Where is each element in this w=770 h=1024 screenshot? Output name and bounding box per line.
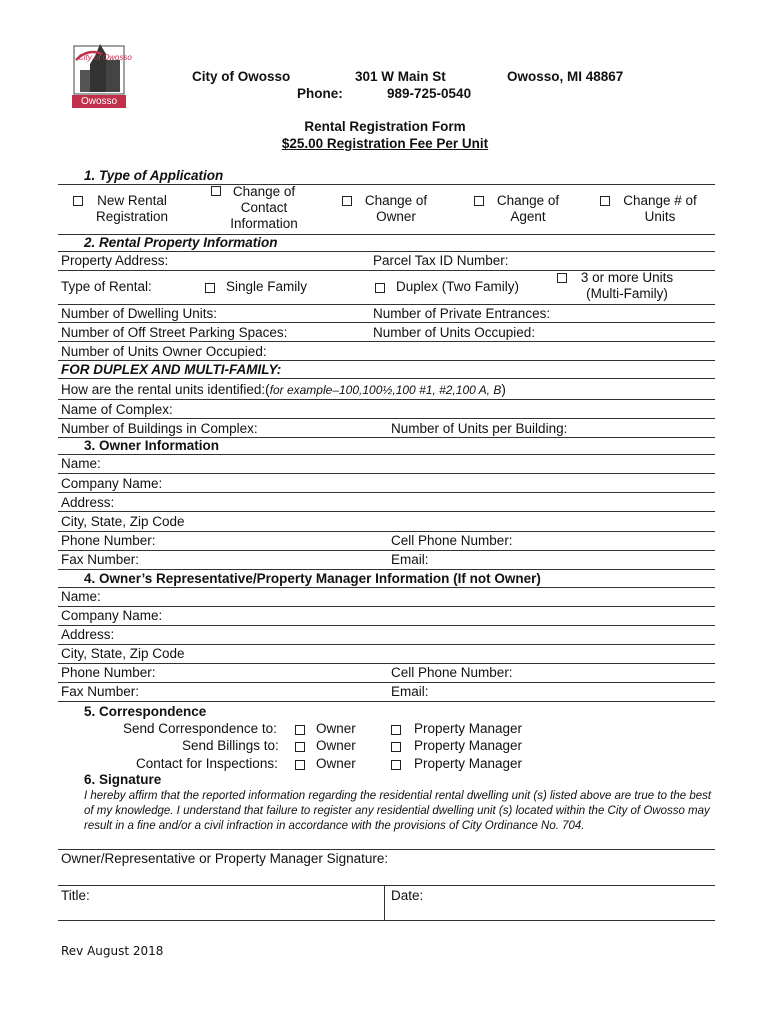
- units-occupied-label: Number of Units Occupied:: [373, 325, 536, 340]
- checkbox-multi-family[interactable]: [557, 273, 567, 283]
- city-logo: [66, 40, 132, 110]
- owner-occupied-label: Number of Units Owner Occupied:: [61, 344, 267, 359]
- correspondence-manager-label: Property Manager: [414, 721, 523, 736]
- form-title: Rental Registration Form: [304, 119, 466, 134]
- parking-label: Number of Off Street Parking Spaces:: [61, 325, 288, 340]
- send-correspondence-label: Send Correspondence to:: [123, 721, 277, 736]
- parcel-label: Parcel Tax ID Number:: [373, 253, 509, 268]
- logo-wordmark: Owosso: [80, 96, 118, 107]
- section-5-title: 5. Correspondence: [84, 704, 207, 719]
- checkbox-duplex[interactable]: [375, 283, 385, 293]
- rep-name-label: Name:: [61, 589, 101, 604]
- section-3-title: 3. Owner Information: [84, 438, 220, 453]
- duplex-multi-title: FOR DUPLEX AND MULTI-FAMILY:: [61, 362, 282, 377]
- single-family-label: Single Family: [226, 279, 308, 294]
- checkbox-correspondence-owner[interactable]: [295, 725, 305, 735]
- owner-address-label: Address:: [61, 495, 115, 510]
- owner-fax-label: Fax Number:: [61, 552, 140, 567]
- rep-city-label: City, State, Zip Code: [61, 646, 185, 661]
- checkbox-billing-manager[interactable]: [391, 742, 401, 752]
- private-entrances-label: Number of Private Entrances:: [373, 306, 551, 321]
- header-phone-label: Phone:: [297, 86, 343, 101]
- rep-address-label: Address:: [61, 627, 115, 642]
- option-change-units: Change # of Units: [623, 193, 697, 224]
- units-identified-label: How are the rental units identified:(for example–100,100½,100 #1, #2,100 A, B): [61, 382, 506, 397]
- billing-manager-label: Property Manager: [414, 738, 523, 753]
- revision-footer: Rev August 2018: [61, 944, 164, 958]
- owner-name-label: Name:: [61, 456, 101, 471]
- owner-company-label: Company Name:: [61, 476, 163, 491]
- header-phone: 989-725-0540: [387, 86, 472, 101]
- signature-label[interactable]: Owner/Representative or Property Manager Signature:: [61, 851, 389, 866]
- buildings-label: Number of Buildings in Complex:: [61, 421, 258, 436]
- owner-phone-label: Phone Number:: [61, 533, 156, 548]
- section-1-title: 1. Type of Application: [84, 168, 224, 183]
- section-2-title: 2. Rental Property Information: [84, 235, 278, 250]
- checkbox-new-rental[interactable]: [73, 196, 83, 206]
- checkbox-change-owner[interactable]: [342, 196, 352, 206]
- checkbox-change-agent[interactable]: [474, 196, 484, 206]
- owner-email-label: Email:: [391, 552, 429, 567]
- date-field-label[interactable]: Date:: [391, 888, 424, 903]
- owner-cell-label: Cell Phone Number:: [391, 533, 513, 548]
- header-street: 301 W Main St: [355, 69, 446, 84]
- section-4-title: 4. Owner’s Representative/Property Manager Information (If not Owner): [84, 571, 541, 586]
- rep-email-label: Email:: [391, 684, 429, 699]
- property-address-label: Property Address:: [61, 253, 169, 268]
- title-field-label[interactable]: Title:: [61, 888, 90, 903]
- option-change-contact: Change of Contact Information: [230, 184, 298, 231]
- section-6-title: 6. Signature: [84, 772, 162, 787]
- affirmation-text: I hereby affirm that the reported information regarding the residential rental dwelling unit (s) listed above are true to the best of my knowledge. I understand that failure to register any residential dwelling unit (s) located within the City of Owosso may result in a fine and/or a civil infraction in accordance with the provisions of City Ordinance No. 704.: [84, 790, 712, 832]
- send-billings-label: Send Billings to:: [182, 738, 279, 753]
- multi-family-label: 3 or more Units (Multi-Family): [580, 270, 674, 301]
- fee-line: $25.00 Registration Fee Per Unit: [281, 136, 489, 151]
- checkbox-correspondence-manager[interactable]: [391, 725, 401, 735]
- rep-company-label: Company Name:: [61, 608, 163, 623]
- header-city: City of Owosso: [192, 69, 291, 84]
- inspection-manager-label: Property Manager: [414, 756, 523, 771]
- checkbox-billing-owner[interactable]: [295, 742, 305, 752]
- header-citystate: Owosso, MI 48867: [507, 69, 624, 84]
- checkbox-inspection-owner[interactable]: [295, 760, 305, 770]
- dwelling-units-label: Number of Dwelling Units:: [61, 306, 218, 321]
- logo-script: City of Owosso: [78, 53, 132, 62]
- contact-inspections-label: Contact for Inspections:: [136, 756, 278, 771]
- checkbox-single-family[interactable]: [205, 283, 215, 293]
- checkbox-change-contact[interactable]: [211, 186, 221, 196]
- owner-city-label: City, State, Zip Code: [61, 514, 185, 529]
- correspondence-owner-label: Owner: [316, 721, 356, 736]
- inspection-owner-label: Owner: [316, 756, 356, 771]
- duplex-label: Duplex (Two Family): [396, 279, 520, 294]
- option-change-owner: Change of Owner: [364, 193, 428, 224]
- rep-phone-label: Phone Number:: [61, 665, 156, 680]
- rental-type-label: Type of Rental:: [61, 279, 152, 294]
- option-change-agent: Change of Agent: [496, 193, 560, 224]
- option-new-rental: New Rental Registration: [95, 193, 169, 224]
- checkbox-change-units[interactable]: [600, 196, 610, 206]
- rep-fax-label: Fax Number:: [61, 684, 140, 699]
- rep-cell-label: Cell Phone Number:: [391, 665, 513, 680]
- checkbox-inspection-manager[interactable]: [391, 760, 401, 770]
- billing-owner-label: Owner: [316, 738, 356, 753]
- units-per-building-label: Number of Units per Building:: [391, 421, 568, 436]
- complex-name-label: Name of Complex:: [61, 402, 173, 417]
